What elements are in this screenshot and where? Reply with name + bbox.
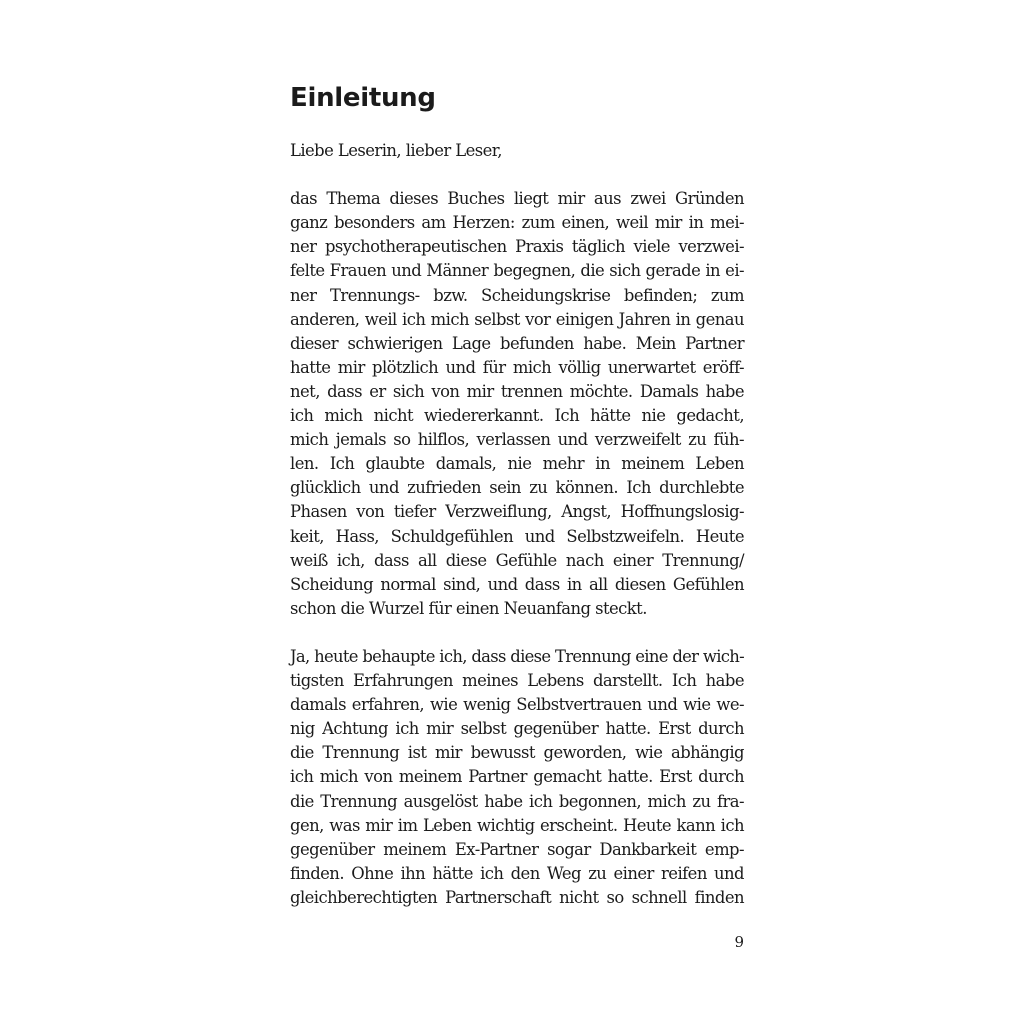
page-number: 9	[734, 933, 744, 951]
text-line: weiß ich, dass all diese Gefühle nach einer Trennung/	[290, 550, 744, 570]
text-line: Phasen von tiefer Verzweiflung, Angst, Hoffnungslosig-	[290, 502, 744, 522]
text-line: die Trennung ist mir bewusst geworden, wie abhängig	[290, 743, 744, 763]
text-line: gleichberechtigten Partnerschaft nicht so schnell finden	[290, 887, 744, 907]
body-text	[290, 139, 744, 910]
text-line: tigsten Erfahrungen meines Lebens darstellt. Ich habe	[290, 671, 744, 691]
text-line: ich mich von meinem Partner gemacht hatte. Erst durch	[290, 767, 744, 787]
text-line: schon die Wurzel für einen Neuanfang steckt.	[290, 598, 647, 618]
text-line: ich mich nicht wiedererkannt. Ich hätte nie gedacht,	[290, 406, 744, 426]
chapter-heading: Einleitung	[290, 83, 436, 113]
text-line: damals erfahren, wie wenig Selbstvertrauen und wie we-	[290, 695, 744, 715]
text-line: ner Trennungs- bzw. Scheidungskrise befinden; zum	[290, 285, 744, 305]
paragraph-2	[290, 645, 744, 910]
text-line: anderen, weil ich mich selbst vor einigen Jahren in genau	[290, 309, 744, 329]
text-line: ganz besonders am Herzen: zum einen, weil mir in mei-	[290, 213, 744, 233]
salutation-line: Liebe Leserin, lieber Leser,	[290, 141, 502, 160]
text-line: Scheidung normal sind, und dass in all diesen Gefühlen	[290, 574, 744, 594]
text-line: Ja, heute behaupte ich, dass diese Trennung eine der wich-	[290, 646, 744, 666]
paragraph-spacer	[290, 621, 744, 645]
text-line: die Trennung ausgelöst habe ich begonnen, mich zu fra-	[290, 791, 744, 811]
text-line: glücklich und zufrieden sein zu können. Ich durchlebte	[290, 478, 744, 498]
paragraph-spacer	[290, 163, 744, 187]
text-line: hatte mir plötzlich und für mich völlig unerwartet eröff-	[290, 357, 744, 377]
text-line: das Thema dieses Buches liegt mir aus zwei Gründen	[290, 189, 744, 209]
text-line: gen, was mir im Leben wichtig erscheint. Heute kann ich	[290, 815, 744, 835]
text-line: len. Ich glaubte damals, nie mehr in meinem Leben	[290, 454, 744, 474]
text-line: mich jemals so hilflos, verlassen und verzweifelt zu füh-	[290, 430, 744, 450]
text-line: felte Frauen und Männer begegnen, die sich gerade in ei-	[290, 261, 744, 281]
paragraph-1	[290, 187, 744, 621]
text-line: dieser schwierigen Lage befunden habe. Mein Partner	[290, 333, 744, 353]
salutation-paragraph	[290, 139, 744, 163]
text-line: gegenüber meinem Ex-Partner sogar Dankbarkeit emp-	[290, 839, 744, 859]
text-line: ner psychotherapeutischen Praxis täglich viele verzwei-	[290, 237, 744, 257]
text-line: nig Achtung ich mir selbst gegenüber hatte. Erst durch	[290, 719, 744, 739]
text-line: keit, Hass, Schuldgefühlen und Selbstzweifeln. Heute	[290, 526, 744, 546]
text-line: net, dass er sich von mir trennen möchte. Damals habe	[290, 381, 744, 401]
text-line: finden. Ohne ihn hätte ich den Weg zu einer reifen und	[290, 863, 744, 883]
book-page	[290, 0, 744, 1024]
